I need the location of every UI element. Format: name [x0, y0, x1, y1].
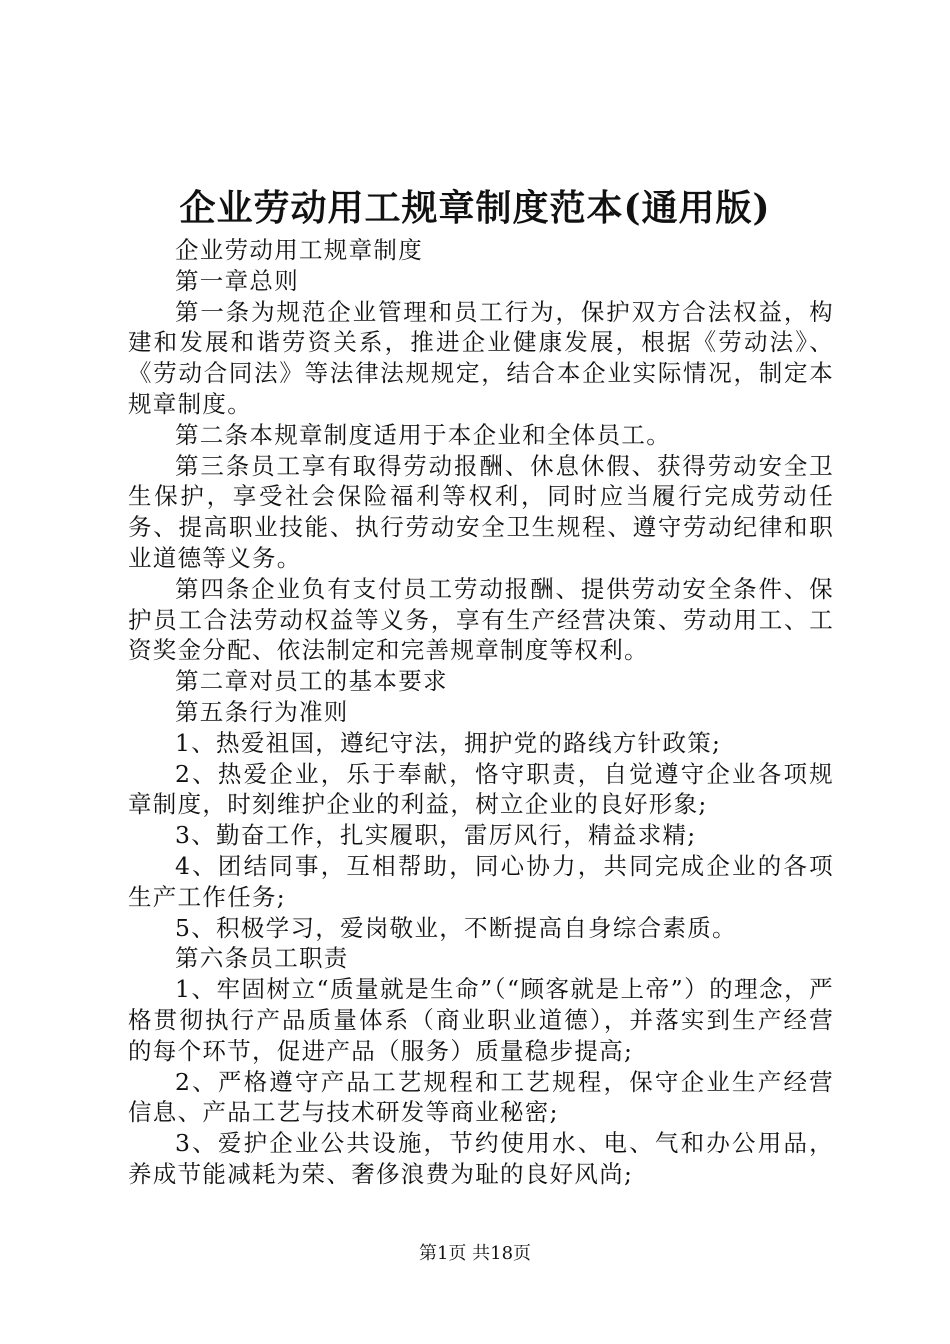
chapter-heading: 第二章对员工的基本要求	[175, 667, 448, 696]
paragraph: 企业劳动用工规章制度	[175, 236, 423, 264]
list-item: 5、积极学习，爱岗敬业，不断提高自身综合素质。	[175, 913, 737, 942]
article-heading: 第五条行为准则	[175, 697, 349, 726]
list-item: 3、勤奋工作，扎实履职，雷厉风行，精益求精;	[175, 821, 697, 850]
list-item: 2、热爱企业，乐于奉献，恪守职责，自觉遵守企业各项规章制度，时刻维护企业的利益，树立企业的良好形象;	[128, 759, 834, 819]
document-title: 企业劳动用工规章制度范本(通用版)	[179, 187, 771, 229]
list-item: 3、爱护企业公共设施，节约使用水、电、气和办公用品，养成节能减耗为荣、奢侈浪费为耻的良好风尚;	[128, 1129, 834, 1188]
document-body	[128, 235, 834, 1190]
list-item: 2、严格遵守产品工艺规程和工艺规程，保守企业生产经营信息、产品工艺与技术研发等商业秘密;	[128, 1067, 834, 1127]
page-indicator: 第1页 共18页	[418, 1243, 532, 1264]
list-item: 1、热爱祖国，遵纪守法，拥护党的路线方针政策;	[175, 728, 722, 757]
list-item: 4、团结同事，互相帮助，同心协力，共同完成企业的各项生产工作任务;	[128, 851, 834, 911]
paragraph: 第一条为规范企业管理和员工行为，保护双方合法权益，构建和发展和谐劳资关系，推进企业健康发展，根据《劳动法》、《劳动合同法》等法律法规规定，结合本企业实际情况，制定本规章制度。	[128, 297, 834, 418]
paragraph: 第三条员工享有取得劳动报酬、休息休假、获得劳动安全卫生保护，享受社会保险福利等权利，同时应当履行完成劳动任务、提高职业技能、执行劳动安全卫生规程、遵守劳动纪律和职业道德等义务。	[128, 451, 834, 572]
paragraph: 第二条本规章制度适用于本企业和全体员工。	[175, 420, 671, 449]
list-item: 1、牢固树立“质量就是生命”（“顾客就是上帝”）的理念，严格贯彻执行产品质量体系（商业职业道德），并落实到生产经营的每个环节，促进产品（服务）质量稳步提高;	[128, 975, 834, 1065]
chapter-heading: 第一章总则	[175, 266, 299, 295]
article-heading: 第六条员工职责	[175, 944, 349, 973]
paragraph: 第四条企业负有支付员工劳动报酬、提供劳动安全条件、保护员工合法劳动权益等义务，享有生产经营决策、劳动用工、工资奖金分配、依法制定和完善规章制度等权利。	[128, 574, 834, 665]
